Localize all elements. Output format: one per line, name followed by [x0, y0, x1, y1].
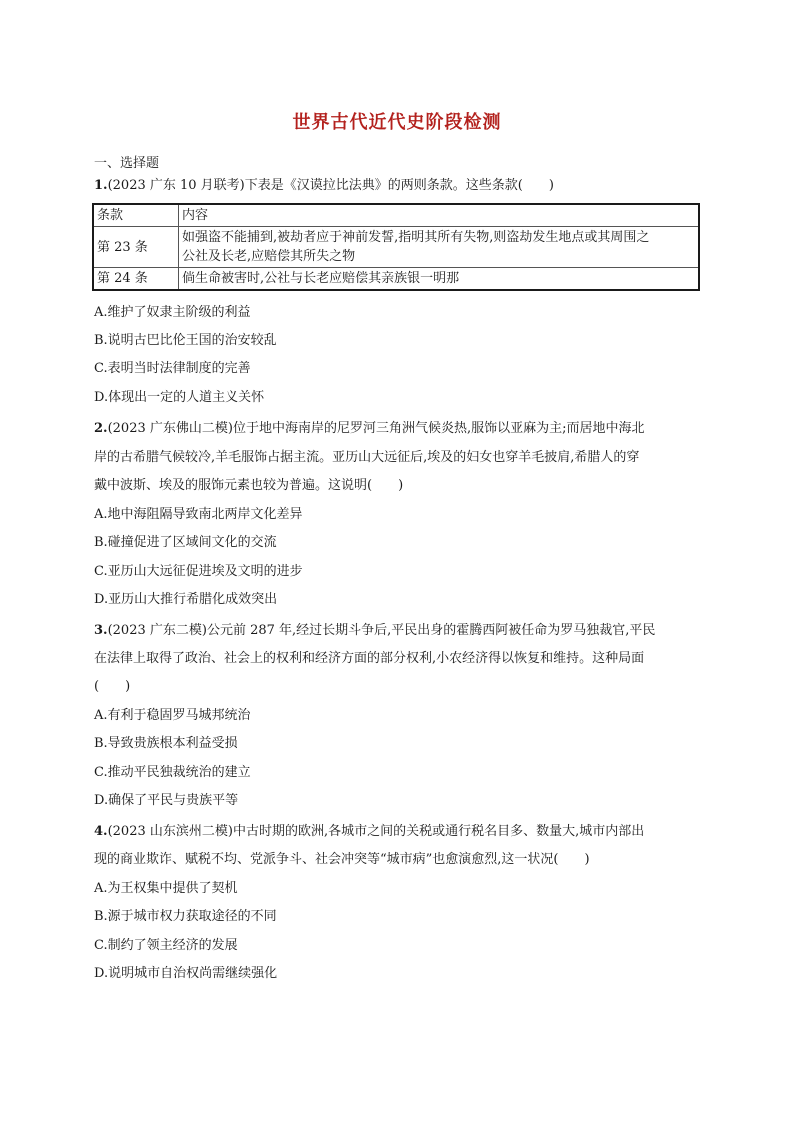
question-number: 1. — [94, 178, 108, 193]
table-header-cell: 内容 — [179, 204, 700, 227]
table-cell-content — [179, 268, 700, 291]
option-b: B.碰撞促进了区域间文化的交流 — [94, 535, 277, 550]
table-cell-article: 第 23 条 — [93, 227, 179, 268]
question-3-stem — [94, 622, 655, 640]
option-d: D.亚历山大推行希腊化成效突出 — [94, 592, 278, 607]
question-4-stem — [94, 823, 644, 841]
table-row — [93, 227, 699, 268]
question-text-line: 岸的古希腊气候较冷,羊毛服饰占据主流。亚历山大远征后,埃及的妇女也穿羊毛披肩,希腊人的穿 — [94, 450, 640, 465]
table-row — [93, 268, 699, 291]
option-b: B.说明古巴比伦王国的治安较乱 — [94, 333, 277, 348]
option-d: D.说明城市自治权尚需继续强化 — [94, 966, 278, 981]
question-number: 4. — [94, 824, 108, 839]
option-b: B.源于城市权力获取途径的不同 — [94, 909, 277, 924]
option-a: A.维护了奴隶主阶级的利益 — [94, 305, 251, 320]
question-text: (2023 广东佛山二模)位于地中海南岸的尼罗河三角洲气候炎热,服饰以亚麻为主;而居地中海北 — [107, 421, 645, 436]
content-line: 如强盗不能捕到,被劫者应于神前发誓,指明其所有失物,则盗劫发生地点或其周围之 — [182, 230, 650, 245]
law-table — [92, 203, 700, 291]
question-number: 3. — [94, 623, 108, 638]
option-d: D.体现出一定的人道主义关怀 — [94, 390, 265, 405]
question-1-stem — [94, 177, 554, 195]
table-header-row — [93, 204, 699, 227]
question-text-line: 现的商业欺诈、赋税不均、党派争斗、社会冲突等“城市病”也愈演愈烈,这一状况( ) — [94, 852, 590, 867]
option-c: C.表明当时法律制度的完善 — [94, 361, 251, 376]
section-heading: 一、选择题 — [94, 156, 160, 171]
question-text: (2023 广东二模)公元前 287 年,经过长期斗争后,平民出身的霍腾西阿被任命为罗马独裁官,平民 — [107, 623, 656, 638]
option-a: A.有利于稳固罗马城邦统治 — [94, 708, 251, 723]
content-line: 倘生命被害时,公社与长老应赔偿其亲族银一明那 — [182, 271, 460, 286]
option-a: A.地中海阻隔导致南北两岸文化差异 — [94, 507, 303, 522]
table-cell-content — [179, 227, 700, 268]
option-b: B.导致贵族根本利益受损 — [94, 736, 238, 751]
table-cell-article: 第 24 条 — [93, 268, 179, 291]
page-title: 世界古代近代史阶段检测 — [292, 112, 502, 133]
option-c: C.推动平民独裁统治的建立 — [94, 765, 251, 780]
question-text-line: ( ) — [94, 679, 131, 694]
question-text-line: 戴中波斯、埃及的服饰元素也较为普遍。这说明( ) — [94, 478, 404, 493]
question-number: 2. — [94, 421, 108, 436]
question-2-stem — [94, 420, 644, 438]
question-text: (2023 广东 10 月联考)下表是《汉谟拉比法典》的两则条款。这些条款( ) — [107, 178, 554, 193]
option-a: A.为王权集中提供了契机 — [94, 881, 238, 896]
option-d: D.确保了平民与贵族平等 — [94, 793, 239, 808]
option-c: C.制约了领主经济的发展 — [94, 938, 238, 953]
content-line: 公社及长老,应赔偿其所失之物 — [182, 249, 356, 264]
question-text-line: 在法律上取得了政治、社会上的权利和经济方面的部分权利,小农经济得以恢复和维持。这种局面 — [94, 651, 645, 666]
option-c: C.亚历山大远征促进埃及文明的进步 — [94, 564, 303, 579]
table-header-cell: 条款 — [93, 204, 179, 227]
question-text: (2023 山东滨州二模)中古时期的欧洲,各城市之间的关税或通行税名目多、数量大,城市内部出 — [107, 824, 645, 839]
